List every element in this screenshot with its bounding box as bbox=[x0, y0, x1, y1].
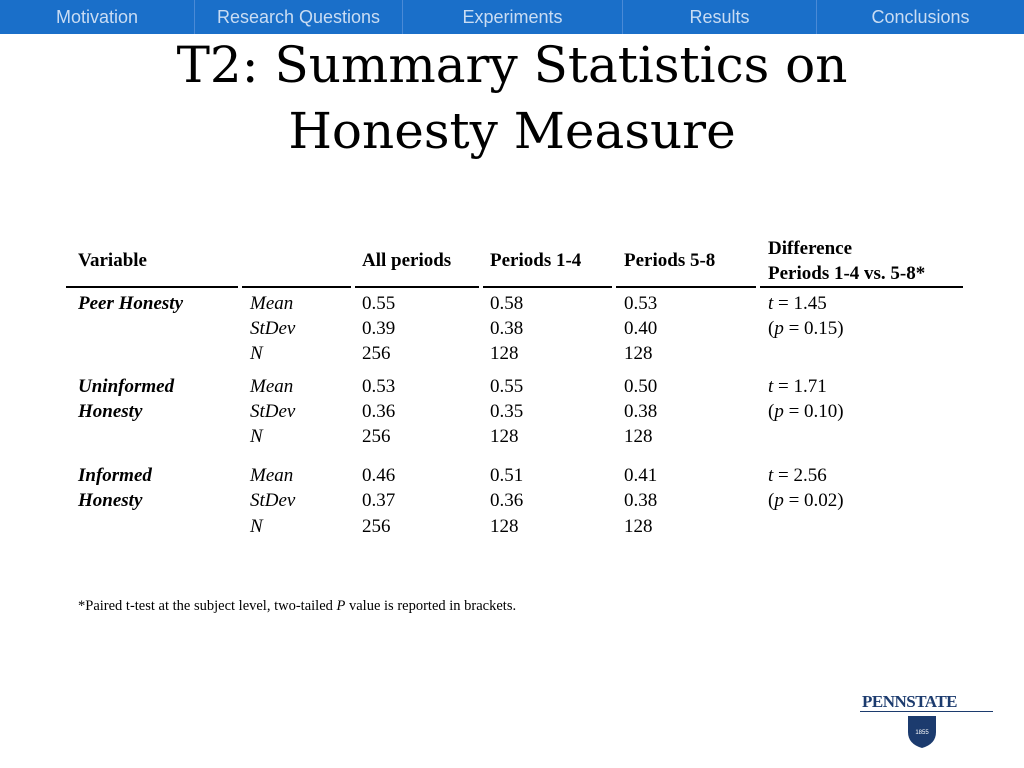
table-cell: 128 bbox=[490, 343, 519, 364]
t-symbol: t bbox=[768, 376, 774, 397]
shield-icon bbox=[906, 714, 938, 750]
table-cell: 0.50 bbox=[624, 376, 658, 397]
p-value: (p = 0.15) bbox=[768, 318, 844, 339]
table-cell: 0.58 bbox=[490, 293, 524, 314]
slide-title-line-1: T2: Summary Statistics on bbox=[176, 36, 848, 94]
table-cell: 0.35 bbox=[490, 401, 524, 422]
table-cell: 0.40 bbox=[624, 318, 658, 339]
stat-label: Mean bbox=[250, 376, 294, 397]
table-cell: 256 bbox=[362, 516, 391, 537]
table-cell: 128 bbox=[624, 426, 653, 447]
header-periods-5-8: Periods 5-8 bbox=[624, 250, 716, 271]
header-all-periods: All periods bbox=[362, 250, 452, 271]
p-value-text: = 0.10) bbox=[783, 401, 844, 422]
header-difference-periods: Periods 1-4 vs. 5-8* bbox=[768, 263, 926, 284]
table-cell: 0.55 bbox=[490, 376, 524, 397]
table-cell: 128 bbox=[490, 516, 519, 537]
t-statistic bbox=[768, 465, 827, 487]
table-cell: 0.38 bbox=[624, 490, 658, 511]
table-cell: 0.39 bbox=[362, 318, 396, 339]
p-value: (p = 0.10) bbox=[768, 401, 844, 422]
t-symbol: t bbox=[768, 465, 774, 486]
table-cell: 0.55 bbox=[362, 293, 396, 314]
header-rule bbox=[66, 286, 963, 288]
rule-gap bbox=[612, 286, 616, 289]
t-value: = 1.45 bbox=[773, 293, 827, 314]
stat-label: N bbox=[250, 343, 263, 364]
table-cell: 128 bbox=[624, 516, 653, 537]
p-symbol: p bbox=[774, 401, 784, 422]
stat-label: StDev bbox=[250, 318, 296, 339]
group-label: Peer Honesty bbox=[78, 293, 184, 314]
stat-label: StDev bbox=[250, 490, 296, 511]
nav-tab-experiments[interactable]: Experiments bbox=[403, 0, 623, 34]
table-cell: 256 bbox=[362, 426, 391, 447]
table-cell: 0.51 bbox=[490, 465, 524, 486]
nav-tab-motivation[interactable]: Motivation bbox=[0, 0, 195, 34]
stat-label: StDev bbox=[250, 401, 296, 422]
rule-gap bbox=[238, 286, 242, 289]
p-symbol: p bbox=[774, 490, 784, 511]
table-cell: 0.53 bbox=[362, 376, 396, 397]
table-cell: 0.38 bbox=[490, 318, 524, 339]
table-cell: 0.38 bbox=[624, 401, 658, 422]
p-symbol: p bbox=[774, 318, 784, 339]
header-periods-1-4: Periods 1-4 bbox=[490, 250, 582, 271]
rule-gap bbox=[351, 286, 355, 289]
t-value: = 1.71 bbox=[773, 376, 827, 397]
nav-tab-results[interactable]: Results bbox=[623, 0, 817, 34]
rule-gap bbox=[756, 286, 760, 289]
table-cell: 256 bbox=[362, 343, 391, 364]
nav-tab-conclusions[interactable]: Conclusions bbox=[871, 6, 970, 27]
table-footnote bbox=[78, 597, 516, 615]
logo-rule bbox=[860, 711, 993, 712]
header-variable: Variable bbox=[78, 250, 147, 271]
p-value-text: = 0.02) bbox=[783, 490, 844, 511]
table-cell: 0.36 bbox=[490, 490, 524, 511]
pennstate-logo bbox=[860, 690, 995, 750]
footnote-p-symbol: P bbox=[336, 598, 346, 614]
rule-gap bbox=[479, 286, 483, 289]
table-cell: 0.46 bbox=[362, 465, 396, 486]
table-cell: 0.36 bbox=[362, 401, 396, 422]
stat-label: N bbox=[250, 426, 263, 447]
p-value-text: = 0.15) bbox=[783, 318, 844, 339]
header-difference: Difference bbox=[768, 238, 853, 259]
stat-label: Mean bbox=[250, 465, 294, 486]
t-value: = 2.56 bbox=[773, 465, 827, 486]
nav-tab-research-questions[interactable]: Research Questions bbox=[195, 0, 403, 34]
t-symbol: t bbox=[768, 293, 774, 314]
group-label: Uninformed bbox=[78, 376, 175, 397]
table-cell: 128 bbox=[490, 426, 519, 447]
table-cell: 128 bbox=[624, 343, 653, 364]
table-cell: 0.41 bbox=[624, 465, 658, 486]
stat-label: N bbox=[250, 516, 263, 537]
stat-label: Mean bbox=[250, 293, 294, 314]
logo-year: 1855 bbox=[915, 730, 929, 736]
logo-wordmark: PENNSTATE bbox=[862, 692, 958, 711]
group-label: Honesty bbox=[78, 401, 143, 422]
footnote-text: *Paired t-test at the subject level, two-tailed bbox=[78, 598, 337, 614]
footnote-text-end: value is reported in brackets. bbox=[345, 598, 517, 614]
slide-title-line-2: Honesty Measure bbox=[288, 102, 736, 160]
t-statistic bbox=[768, 293, 827, 315]
t-statistic bbox=[768, 376, 827, 398]
table-cell: 0.53 bbox=[624, 293, 658, 314]
table-cell: 0.37 bbox=[362, 490, 396, 511]
group-label: Informed bbox=[78, 465, 152, 486]
p-value: (p = 0.02) bbox=[768, 490, 844, 511]
group-label: Honesty bbox=[78, 490, 143, 511]
